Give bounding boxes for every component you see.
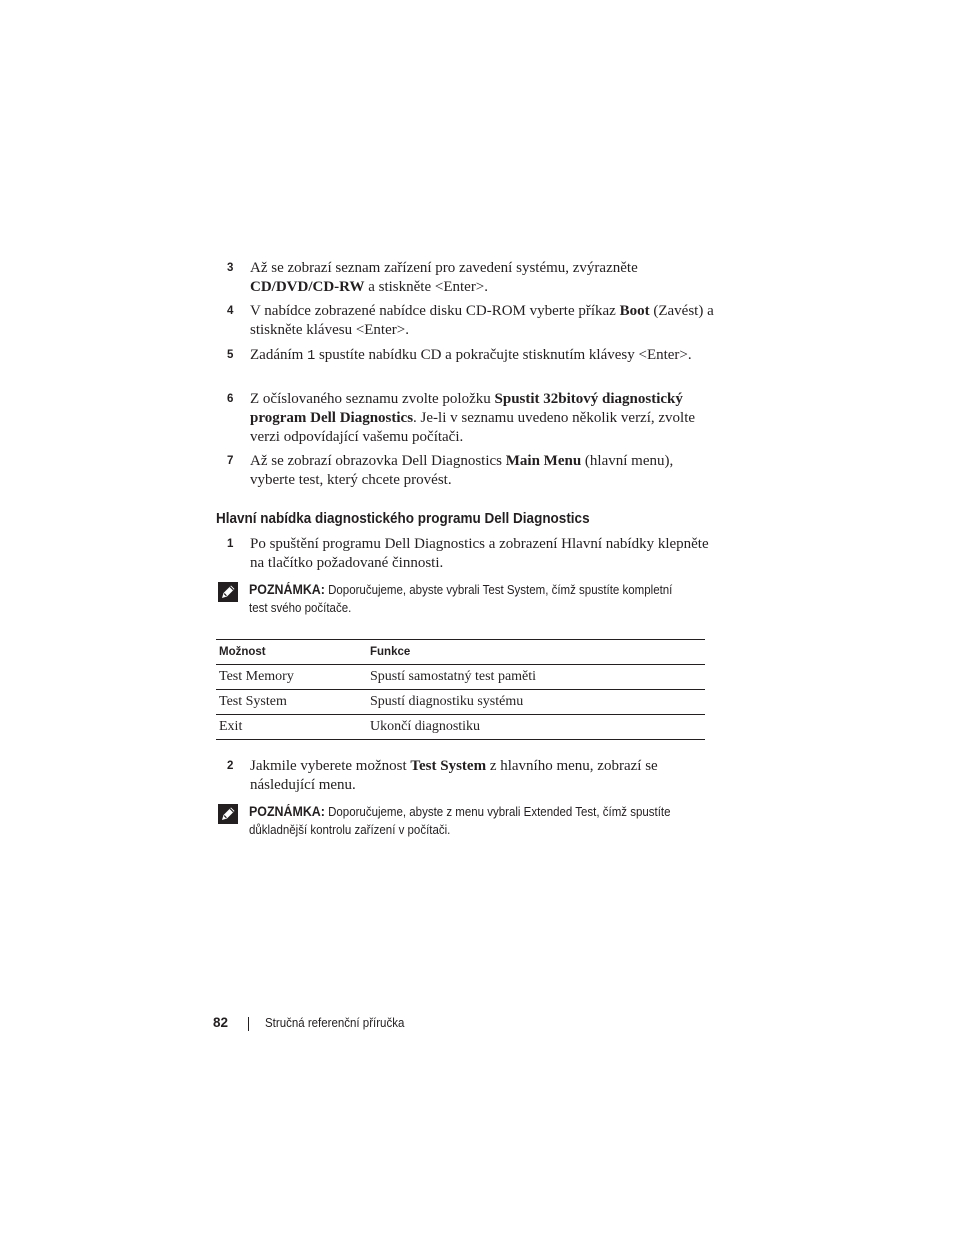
- pencil-note-icon: [218, 804, 238, 824]
- step-text: Zadáním 1 spustíte nabídku CD a pokračujte stisknutím klávesy <Enter>.: [250, 347, 692, 364]
- options-table: [216, 639, 705, 740]
- column-header: Funkce: [367, 640, 705, 665]
- step-text: Až se zobrazí seznam zařízení pro zavedení systému, zvýrazněte CD/DVD/CD-RW a stiskněte <Enter>.: [250, 260, 638, 295]
- column-header: Možnost: [216, 640, 367, 665]
- step-number: 3: [227, 262, 234, 274]
- step-text: Po spuštění programu Dell Diagnostics a zobrazení Hlavní nabídky klepněte na tlačítko požadované činnosti.: [250, 536, 709, 571]
- table-cell: Ukončí diagnostiku: [367, 715, 705, 740]
- step-number: 7: [227, 455, 234, 467]
- step-text: Jakmile vyberete možnost Test System z hlavního menu, zobrazí se následující menu.: [250, 758, 658, 793]
- section-heading: Hlavní nabídka diagnostického programu Dell Diagnostics: [216, 510, 590, 527]
- footer-title: Stručná referenční příručka: [265, 1016, 405, 1030]
- step-text: Z očíslovaného seznamu zvolte položku Spustit 32bitový diagnostický program Dell Diagnostics. Je-li v seznamu uvedeno několik verzí, zvolte verzi odpovídající vašemu počítači.: [250, 391, 696, 445]
- note-text: POZNÁMKA: Doporučujeme, abyste vybrali Test System, čímž spustíte kompletní test svého počítače.: [249, 582, 673, 615]
- table-cell: Spustí diagnostiku systému: [367, 690, 705, 715]
- pencil-note-icon: [218, 582, 238, 602]
- note-text: POZNÁMKA: Doporučujeme, abyste z menu vybrali Extended Test, čímž spustíte důkladnější kontrolu zařízení v počítači.: [249, 804, 671, 837]
- footer-divider: [248, 1017, 249, 1031]
- table-row: [216, 715, 705, 740]
- step-number: 5: [227, 349, 234, 361]
- step-number: 2: [227, 760, 234, 772]
- table-cell: Test System: [216, 690, 367, 715]
- table-cell: Exit: [216, 715, 367, 740]
- table-row: [216, 690, 705, 715]
- step-number: 4: [227, 305, 234, 317]
- step-number: 6: [227, 393, 234, 405]
- table-row: [216, 665, 705, 690]
- table-cell: Spustí samostatný test paměti: [367, 665, 705, 690]
- table-header-row: [216, 640, 705, 665]
- step-text: V nabídce zobrazené nabídce disku CD-ROM vyberte příkaz Boot (Zavést) a stiskněte klávesu <Enter>.: [250, 303, 714, 338]
- step-text: Až se zobrazí obrazovka Dell Diagnostics Main Menu (hlavní menu), vyberte test, který chcete provést.: [250, 453, 674, 488]
- table-cell: Test Memory: [216, 665, 367, 690]
- step-number: 1: [227, 538, 234, 550]
- page-number: 82: [213, 1015, 229, 1030]
